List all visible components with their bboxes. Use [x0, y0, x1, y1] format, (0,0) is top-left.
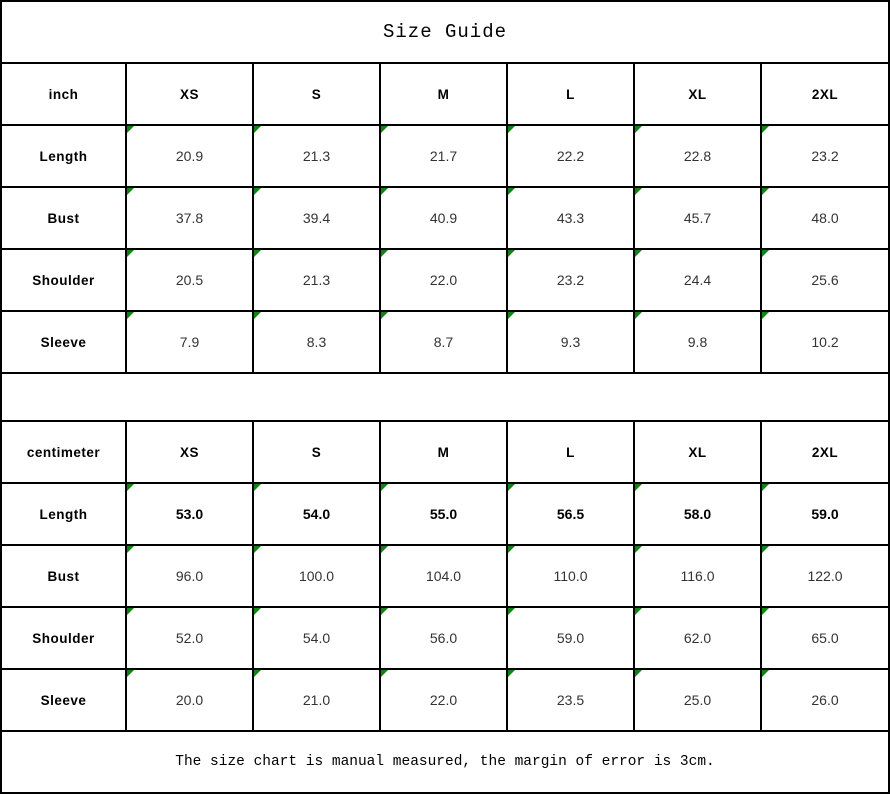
cell-value: 104.0 — [425, 568, 462, 584]
cell-inch-length-M — [380, 125, 507, 187]
row-label-inch-shoulder: Shoulder — [2, 249, 126, 311]
cell-marker-triangle-icon — [254, 312, 261, 319]
cell-marker-triangle-icon — [127, 670, 134, 677]
cell-marker-triangle-icon — [254, 188, 261, 195]
cell-centimeter-sleeve-XS — [126, 669, 253, 731]
cell-inch-length-XL — [634, 125, 761, 187]
cell-inch-sleeve-XS — [126, 311, 253, 373]
cell-value: 20.9 — [175, 148, 204, 164]
cell-marker-triangle-icon — [127, 546, 134, 553]
row-centimeter-bust — [2, 545, 888, 607]
header-row-inch — [2, 63, 888, 125]
cell-marker-triangle-icon — [508, 126, 515, 133]
cell-value: 22.8 — [683, 148, 712, 164]
cell-value: 53.0 — [175, 506, 204, 522]
cell-value: 56.0 — [429, 630, 458, 646]
cell-centimeter-length-XL — [634, 483, 761, 545]
column-header-inch-L: L — [507, 63, 634, 125]
cell-inch-shoulder-2XL — [761, 249, 888, 311]
cell-marker-triangle-icon — [127, 312, 134, 319]
cell-marker-triangle-icon — [381, 312, 388, 319]
cell-inch-length-S — [253, 125, 380, 187]
cell-centimeter-bust-XS — [126, 545, 253, 607]
cell-value: 40.9 — [429, 210, 458, 226]
cell-marker-triangle-icon — [762, 484, 769, 491]
cell-inch-length-2XL — [761, 125, 888, 187]
row-inch-sleeve — [2, 311, 888, 373]
title-row — [2, 2, 888, 62]
cell-inch-length-L — [507, 125, 634, 187]
cell-value: 65.0 — [811, 630, 839, 646]
header-row-centimeter — [2, 421, 888, 483]
cell-inch-shoulder-M — [380, 249, 507, 311]
cell-centimeter-bust-XL — [634, 545, 761, 607]
cell-marker-triangle-icon — [508, 608, 515, 615]
row-centimeter-sleeve — [2, 669, 888, 731]
cell-inch-shoulder-XL — [634, 249, 761, 311]
row-centimeter-length — [2, 483, 888, 545]
cell-inch-sleeve-M — [380, 311, 507, 373]
cell-marker-triangle-icon — [762, 250, 769, 257]
cell-centimeter-bust-S — [253, 545, 380, 607]
cell-marker-triangle-icon — [254, 546, 261, 553]
cell-inch-sleeve-S — [253, 311, 380, 373]
cell-inch-bust-L — [507, 187, 634, 249]
row-inch-length — [2, 125, 888, 187]
cell-marker-triangle-icon — [127, 484, 134, 491]
cell-value: 62.0 — [683, 630, 712, 646]
cell-marker-triangle-icon — [254, 608, 261, 615]
cell-centimeter-shoulder-S — [253, 607, 380, 669]
cell-value: 10.2 — [811, 334, 839, 350]
cell-inch-bust-XS — [126, 187, 253, 249]
cell-marker-triangle-icon — [254, 126, 261, 133]
cell-value: 100.0 — [298, 568, 335, 584]
cell-value: 8.3 — [306, 334, 327, 350]
cell-marker-triangle-icon — [381, 484, 388, 491]
unit-header-inch: inch — [2, 63, 126, 125]
cell-value: 59.0 — [556, 630, 585, 646]
cell-inch-bust-S — [253, 187, 380, 249]
cell-marker-triangle-icon — [381, 250, 388, 257]
cell-inch-bust-XL — [634, 187, 761, 249]
cell-marker-triangle-icon — [127, 126, 134, 133]
cell-marker-triangle-icon — [762, 312, 769, 319]
cell-centimeter-length-L — [507, 483, 634, 545]
cell-marker-triangle-icon — [508, 484, 515, 491]
row-label-inch-bust: Bust — [2, 187, 126, 249]
cell-centimeter-sleeve-M — [380, 669, 507, 731]
cell-marker-triangle-icon — [381, 126, 388, 133]
cell-inch-shoulder-XS — [126, 249, 253, 311]
cell-marker-triangle-icon — [508, 670, 515, 677]
cell-centimeter-shoulder-XS — [126, 607, 253, 669]
cell-value: 122.0 — [807, 568, 843, 584]
size-table-centimeter — [2, 420, 888, 732]
cell-marker-triangle-icon — [254, 670, 261, 677]
row-label-centimeter-length: Length — [2, 483, 126, 545]
cell-marker-triangle-icon — [127, 608, 134, 615]
cell-marker-triangle-icon — [381, 546, 388, 553]
size-table-inch — [2, 62, 888, 374]
row-label-centimeter-shoulder: Shoulder — [2, 607, 126, 669]
cell-value: 21.0 — [302, 692, 331, 708]
cell-inch-bust-M — [380, 187, 507, 249]
cell-value: 21.3 — [302, 272, 331, 288]
column-header-inch-XS: XS — [126, 63, 253, 125]
cell-marker-triangle-icon — [762, 546, 769, 553]
cell-value: 48.0 — [811, 210, 839, 226]
cell-value: 25.6 — [811, 272, 839, 288]
cell-value: 54.0 — [302, 506, 331, 522]
cell-inch-sleeve-XL — [634, 311, 761, 373]
cell-value: 23.5 — [556, 692, 585, 708]
cell-value: 24.4 — [683, 272, 712, 288]
cell-marker-triangle-icon — [635, 188, 642, 195]
cell-marker-triangle-icon — [635, 312, 642, 319]
cell-centimeter-sleeve-XL — [634, 669, 761, 731]
cell-value: 54.0 — [302, 630, 331, 646]
cell-value: 22.0 — [429, 692, 458, 708]
cell-value: 22.2 — [556, 148, 585, 164]
column-header-centimeter-M: M — [380, 421, 507, 483]
cell-centimeter-shoulder-M — [380, 607, 507, 669]
cell-value: 37.8 — [175, 210, 204, 226]
cell-value: 116.0 — [680, 568, 715, 584]
cell-marker-triangle-icon — [762, 126, 769, 133]
cell-marker-triangle-icon — [762, 608, 769, 615]
column-header-centimeter-L: L — [507, 421, 634, 483]
cell-marker-triangle-icon — [762, 670, 769, 677]
cell-marker-triangle-icon — [254, 250, 261, 257]
table-spacer — [2, 374, 888, 420]
cell-marker-triangle-icon — [508, 546, 515, 553]
cell-marker-triangle-icon — [127, 188, 134, 195]
cell-value: 9.3 — [560, 334, 581, 350]
row-label-inch-sleeve: Sleeve — [2, 311, 126, 373]
cell-marker-triangle-icon — [381, 608, 388, 615]
cell-value: 96.0 — [175, 568, 204, 584]
cell-value: 7.9 — [179, 334, 200, 350]
cell-value: 25.0 — [683, 692, 712, 708]
cell-centimeter-length-XS — [126, 483, 253, 545]
cell-value: 45.7 — [683, 210, 712, 226]
cell-value: 8.7 — [433, 334, 454, 350]
cell-marker-triangle-icon — [635, 484, 642, 491]
cell-marker-triangle-icon — [635, 250, 642, 257]
cell-marker-triangle-icon — [127, 250, 134, 257]
row-inch-shoulder — [2, 249, 888, 311]
unit-header-centimeter: centimeter — [2, 421, 126, 483]
row-label-centimeter-bust: Bust — [2, 545, 126, 607]
cell-inch-sleeve-L — [507, 311, 634, 373]
cell-value: 22.0 — [429, 272, 458, 288]
row-centimeter-shoulder — [2, 607, 888, 669]
cell-centimeter-bust-M — [380, 545, 507, 607]
cell-centimeter-shoulder-L — [507, 607, 634, 669]
cell-value: 26.0 — [811, 692, 839, 708]
cell-centimeter-sleeve-L — [507, 669, 634, 731]
row-inch-bust — [2, 187, 888, 249]
cell-value: 20.5 — [175, 272, 204, 288]
cell-centimeter-bust-2XL — [761, 545, 888, 607]
cell-inch-shoulder-L — [507, 249, 634, 311]
cell-marker-triangle-icon — [254, 484, 261, 491]
cell-marker-triangle-icon — [635, 546, 642, 553]
cell-inch-sleeve-2XL — [761, 311, 888, 373]
cell-marker-triangle-icon — [635, 608, 642, 615]
cell-value: 55.0 — [429, 506, 458, 522]
row-label-centimeter-sleeve: Sleeve — [2, 669, 126, 731]
cell-marker-triangle-icon — [508, 250, 515, 257]
cell-value: 43.3 — [556, 210, 585, 226]
column-header-inch-S: S — [253, 63, 380, 125]
cell-value: 58.0 — [683, 506, 712, 522]
cell-value: 20.0 — [175, 692, 204, 708]
cell-inch-shoulder-S — [253, 249, 380, 311]
cell-value: 110.0 — [553, 568, 588, 584]
column-header-inch-2XL: 2XL — [761, 63, 888, 125]
cell-centimeter-bust-L — [507, 545, 634, 607]
cell-value: 56.5 — [556, 506, 585, 522]
cell-value: 21.3 — [302, 148, 331, 164]
cell-marker-triangle-icon — [381, 188, 388, 195]
cell-marker-triangle-icon — [635, 126, 642, 133]
cell-centimeter-length-2XL — [761, 483, 888, 545]
column-header-centimeter-2XL: 2XL — [761, 421, 888, 483]
cell-value: 59.0 — [811, 506, 839, 522]
cell-value: 52.0 — [175, 630, 204, 646]
column-header-inch-M: M — [380, 63, 507, 125]
cell-centimeter-sleeve-2XL — [761, 669, 888, 731]
column-header-centimeter-XS: XS — [126, 421, 253, 483]
column-header-centimeter-XL: XL — [634, 421, 761, 483]
cell-marker-triangle-icon — [635, 670, 642, 677]
column-header-inch-XL: XL — [634, 63, 761, 125]
page-title: Size Guide — [382, 21, 508, 43]
cell-centimeter-shoulder-XL — [634, 607, 761, 669]
cell-marker-triangle-icon — [508, 188, 515, 195]
cell-marker-triangle-icon — [508, 312, 515, 319]
cell-value: 21.7 — [429, 148, 458, 164]
row-label-inch-length: Length — [2, 125, 126, 187]
cell-marker-triangle-icon — [381, 670, 388, 677]
measurement-disclaimer: The size chart is manual measured, the margin of error is 3cm. — [175, 754, 715, 770]
cell-value: 39.4 — [302, 210, 331, 226]
cell-marker-triangle-icon — [762, 188, 769, 195]
cell-centimeter-length-M — [380, 483, 507, 545]
cell-value: 9.8 — [687, 334, 708, 350]
cell-centimeter-length-S — [253, 483, 380, 545]
column-header-centimeter-S: S — [253, 421, 380, 483]
cell-inch-bust-2XL — [761, 187, 888, 249]
cell-centimeter-shoulder-2XL — [761, 607, 888, 669]
cell-inch-length-XS — [126, 125, 253, 187]
cell-value: 23.2 — [811, 148, 839, 164]
footer-row — [2, 732, 888, 792]
cell-value: 23.2 — [556, 272, 585, 288]
cell-centimeter-sleeve-S — [253, 669, 380, 731]
